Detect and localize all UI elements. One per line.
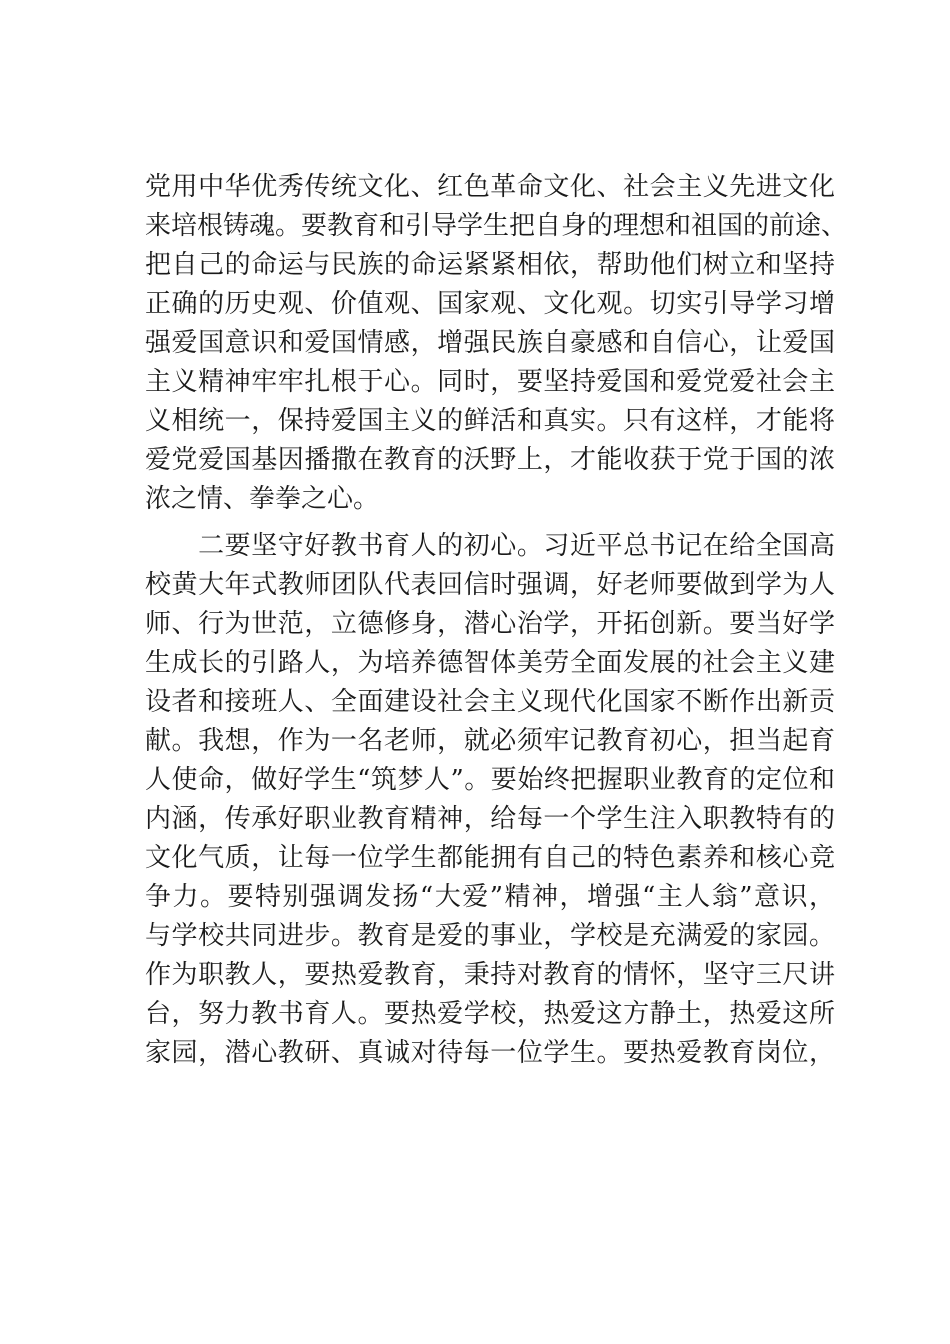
text-line: 文化气质，让每一位学生都能拥有自己的特色素养和核心竞 xyxy=(145,843,835,873)
text-line: 师、行为世范，立德修身，潜心治学，开拓创新。要当好学 xyxy=(145,609,835,639)
paragraph-2 xyxy=(145,527,835,1073)
text-line: 设者和接班人、全面建设社会主义现代化国家不断作出新贡 xyxy=(145,687,835,717)
text-line: 内涵，传承好职业教育精神，给每一个学生注入职教特有的 xyxy=(145,804,835,834)
text-line: 献。我想，作为一名老师，就必须牢记教育初心，担当起育 xyxy=(145,726,835,756)
text-line: 作为职教人，要热爱教育，秉持对教育的情怀，坚守三尺讲 xyxy=(145,960,835,990)
text-line: 家园，潜心教研、真诚对待每一位学生。要热爱教育岗位， xyxy=(145,1038,835,1068)
text-line: 生成长的引路人，为培养德智体美劳全面发展的社会主义建 xyxy=(145,648,835,678)
paragraph-spacer xyxy=(145,519,835,527)
text-line: 与学校共同进步。教育是爱的事业，学校是充满爱的家园。 xyxy=(145,921,835,951)
text-line: 主义精神牢牢扎根于心。同时，要坚持爱国和爱党爱社会主 xyxy=(145,367,835,397)
text-line: 正确的历史观、价值观、国家观、文化观。切实引导学习增 xyxy=(145,289,835,319)
text-line: 义相统一，保持爱国主义的鲜活和真实。只有这样，才能将 xyxy=(145,406,835,436)
text-line: 二要坚守好教书育人的初心。习近平总书记在给全国高 xyxy=(145,531,835,561)
text-line: 爱党爱国基因播撒在教育的沃野上，才能收获于党于国的浓 xyxy=(145,445,835,475)
text-line: 强爱国意识和爱国情感，增强民族自豪感和自信心，让爱国 xyxy=(145,328,835,358)
text-line: 浓之情、拳拳之心。 xyxy=(145,484,380,514)
text-line: 校黄大年式教师团队代表回信时强调，好老师要做到学为人 xyxy=(145,570,835,600)
body-text xyxy=(145,168,848,1073)
text-line: 来培根铸魂。要教育和引导学生把自身的理想和祖国的前途、 xyxy=(145,211,848,241)
text-line: 人使命，做好学生“筑梦人”。要始终把握职业教育的定位和 xyxy=(145,765,835,795)
text-line: 把自己的命运与民族的命运紧紧相依，帮助他们树立和坚持 xyxy=(145,250,835,280)
text-line: 党用中华优秀传统文化、红色革命文化、社会主义先进文化 xyxy=(145,172,835,202)
text-line: 台，努力教书育人。要热爱学校，热爱这方静土，热爱这所 xyxy=(145,999,835,1029)
text-line: 争力。要特别强调发扬“大爱”精神，增强“主人翁”意识， xyxy=(145,882,835,912)
paragraph-1 xyxy=(145,168,848,519)
